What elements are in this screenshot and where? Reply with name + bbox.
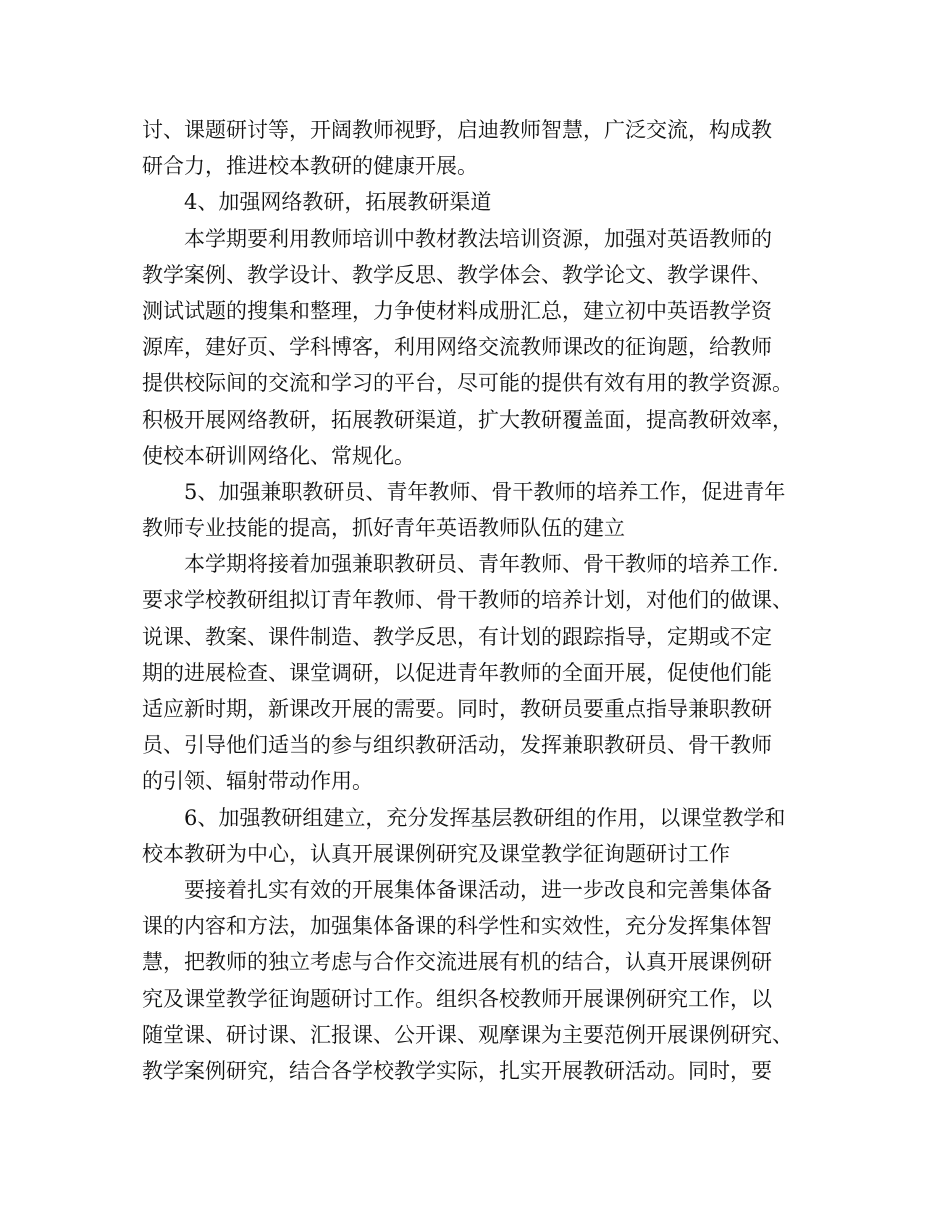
text-line: 员、引导他们适当的参与组织教研活动，发挥兼职教研员、骨干教师 (142, 733, 772, 758)
section-heading-continued: 校本教研为中心，认真开展课例研究及课堂教学征询题研讨工作 (142, 841, 730, 866)
section-heading: 4、加强网络教研，拓展教研渠道 (184, 190, 492, 215)
text-line: 期的进展检查、课堂调研，以促进青年教师的全面开展，促使他们能 (142, 660, 772, 685)
text-line: 源库，建好页、学科博客，利用网络交流教师课改的征询题，给教师 (142, 335, 772, 360)
section-heading: 6、加强教研组建立，充分发挥基层教研组的作用，以课堂教学和 (184, 805, 786, 830)
text-line: 的引领、辐射带动作用。 (142, 769, 373, 794)
section-heading: 5、加强兼职教研员、青年教师、骨干教师的培养工作，促进青年 (184, 479, 786, 504)
document-body (142, 112, 842, 1089)
text-line: 适应新时期，新课改开展的需要。同时，教研员要重点指导兼职教研 (142, 697, 772, 721)
text-line: 讨、课题研讨等，开阔教师视野，启迪教师智慧，广泛交流，构成教 (142, 118, 772, 142)
text-line: 积极开展网络教研，拓展教研渠道，扩大教研覆盖面，提高教研效率， (142, 407, 793, 432)
text-line: 要求学校教研组拟订青年教师、骨干教师的培养计划，对他们的做课、 (142, 588, 793, 613)
text-line: 说课、教案、课件制造、教学反思，有计划的跟踪指导，定期或不定 (142, 624, 772, 649)
text-line: 使校本研训网络化、常规化。 (142, 443, 415, 468)
text-line: 随堂课、研讨课、汇报课、公开课、观摩课为主要范例开展课例研究、 (142, 1022, 793, 1047)
text-line: 研合力，推进校本教研的健康开展。 (142, 154, 478, 179)
text-line: 慧，把教师的独立考虑与合作交流进展有机的结合，认真开展课例研 (142, 950, 772, 975)
text-line: 究及课堂教学征询题研讨工作。组织各校教师开展课例研究工作，以 (142, 986, 772, 1011)
text-line: 课的内容和方法，加强集体备课的科学性和实效性，充分发挥集体智 (142, 914, 772, 939)
text-line: 提供校际间的交流和学习的平台，尽可能的提供有效有用的教学资源。 (142, 371, 793, 396)
text-line: 测试试题的搜集和整理，力争使材料成册汇总，建立初中英语教学资 (142, 298, 772, 323)
text-line: 要接着扎实有效的开展集体备课活动，进一步改良和完善集体备 (184, 877, 772, 902)
text-line: 教学案例、教学设计、教学反思、教学体会、教学论文、教学课件、 (142, 262, 772, 287)
section-heading-continued: 教师专业技能的提高，抓好青年英语教师队伍的建立 (142, 516, 625, 541)
text-line: 本学期将接着加强兼职教研员、青年教师、骨干教师的培养工作. (184, 552, 779, 577)
text-line: 教学案例研究，结合各学校教学实际，扎实开展教研活动。同时，要 (142, 1058, 772, 1083)
text-line: 本学期要利用教师培训中教材教法培训资源，加强对英语教师的 (184, 226, 772, 251)
